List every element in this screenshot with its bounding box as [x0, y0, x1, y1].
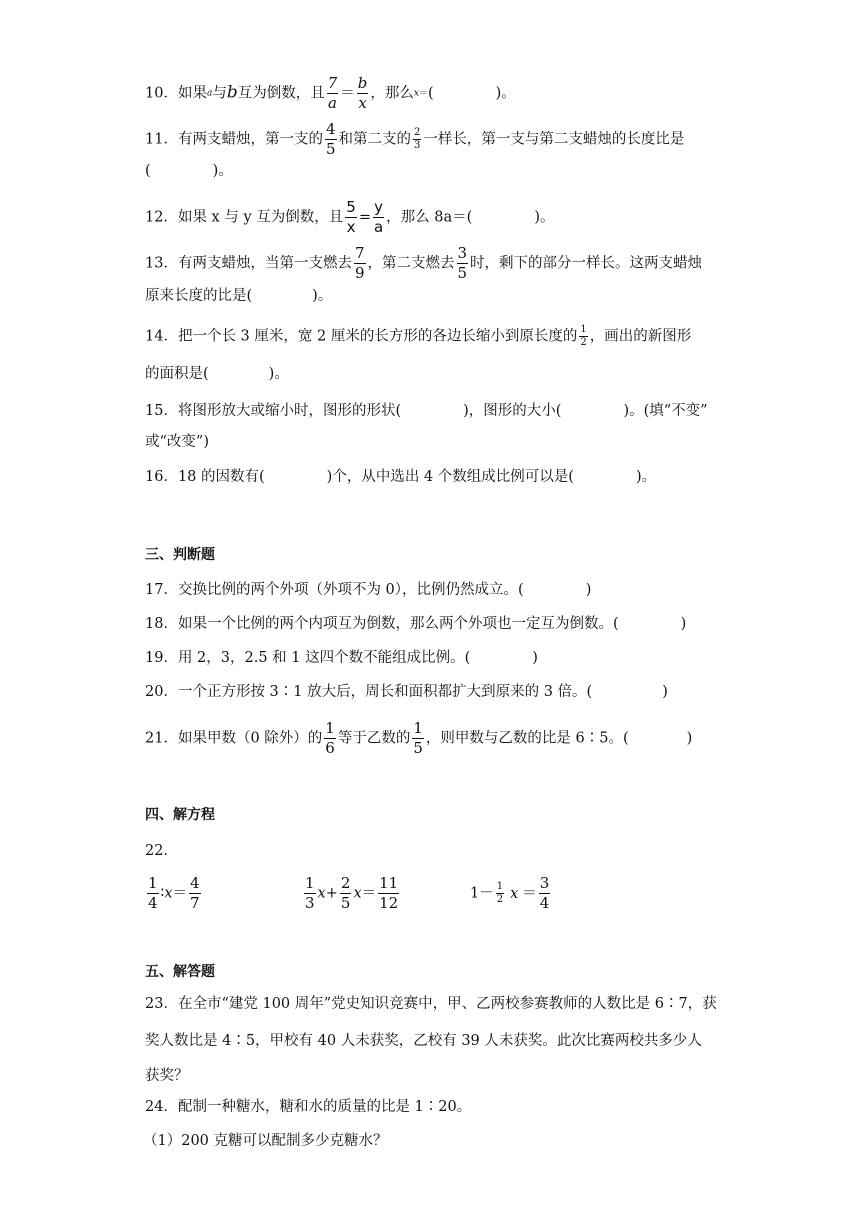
- fraction-1-6: $\frac{1}{6}$: [325, 719, 335, 757]
- question-23-line1: 23．在全市“建党 100 周年”党史知识竞赛中，甲、乙两校参赛教师的人数比是 6∶7，获: [145, 996, 717, 1012]
- fraction-b-over-x: $\frac{b}{x}$: [357, 74, 368, 112]
- section-heading-equations: 四、解方程: [145, 807, 215, 823]
- fraction-1-2: $\frac{1}{2}$: [580, 324, 587, 348]
- question-11: 11．有两支蜡烛，第一支的 $\frac{4}{5}$ 和第二支的 $\frac{2}{3}$ 一样长，第一支与第二支蜡烛的长度比是: [145, 120, 685, 158]
- question-19: 19．用 2，3，2.5 和 1 这四个数不能组成比例。( ): [145, 650, 538, 666]
- question-13-line2: 原来长度的比是( )。: [145, 288, 333, 304]
- fraction-7-over-a: $\frac{7}{a}$: [327, 74, 338, 112]
- section-heading-word-problems: 五、解答题: [145, 964, 215, 980]
- fraction-y-over-a: $\frac{y}{a}$: [373, 198, 384, 236]
- question-11-line2: ( )。: [145, 163, 233, 179]
- question-12: 12．如果 x 与 y 互为倒数，且 $\frac{5}{x}$ = $\frac{y}{a}$ ，那么 8a＝( )。: [145, 198, 555, 236]
- fraction-4-7: $\frac{4}{7}$: [190, 874, 200, 912]
- fraction-1-4: $\frac{1}{4}$: [148, 874, 158, 912]
- question-13: 13．有两支蜡烛，当第一支燃去 $\frac{7}{9}$ ，第二支燃去 $\frac{3}{5}$ 时，剩下的部分一样长。这两支蜡烛: [145, 244, 703, 282]
- question-17: 17．交换比例的两个外项（外项不为 0），比例仍然成立。( ): [145, 582, 592, 598]
- question-14-line2: 的面积是( )。: [145, 366, 289, 382]
- question-15: 15．将图形放大或缩小时，图形的形状( )，图形的大小( )。(填“不变”: [145, 403, 708, 419]
- fraction-1-3: $\frac{1}{3}$: [305, 874, 315, 912]
- fraction-3-4: $\frac{3}{4}$: [539, 874, 550, 912]
- fraction-2-3: $\frac{2}{3}$: [414, 127, 421, 151]
- question-21: 21．如果甲数（0 除外）的 $\frac{1}{6}$ 等于乙数的 $\frac{1}{5}$ ，则甲数与乙数的比是 6∶5。( ): [145, 719, 693, 757]
- fraction-1-2-eq3: $\frac{1}{2}$: [496, 881, 504, 905]
- fraction-11-12: $\frac{11}{12}$: [379, 874, 399, 912]
- question-10: 10．如果a与b互为倒数，且 $\frac{7}{a}$ ＝ $\frac{b}{x}$ ，那么x＝( )。: [145, 74, 516, 112]
- question-18: 18．如果一个比例的两个内项互为倒数，那么两个外项也一定互为倒数。( ): [145, 616, 687, 632]
- equation-3: 1－ $\frac{1}{2}$ x ＝ $\frac{3}{4}$: [470, 874, 550, 912]
- question-16: 16．18 的因数有( )个，从中选出 4 个数组成比例可以是( )。: [145, 469, 657, 485]
- fraction-7-9: $\frac{7}{9}$: [354, 244, 365, 282]
- question-23-line3: 获奖？: [145, 1068, 189, 1084]
- question-20: 20．一个正方形按 3∶1 放大后，周长和面积都扩大到原来的 3 倍。( ): [145, 684, 668, 700]
- fraction-1-5: $\frac{1}{5}$: [413, 719, 423, 757]
- question-24-line1: 24．配制一种糖水，糖和水的质量的比是 1∶20。: [145, 1099, 472, 1115]
- fraction-3-5: $\frac{3}{5}$: [457, 244, 468, 282]
- fraction-4-5: $\frac{4}{5}$: [325, 120, 336, 158]
- equation-2: $\frac{1}{3}$ x+ $\frac{2}{5}$ x＝ $\frac{11}{12}$: [305, 874, 399, 912]
- question-22: 22．: [145, 843, 178, 859]
- fraction-5-over-x: $\frac{5}{x}$: [346, 198, 356, 236]
- section-heading-judgement: 三、判断题: [145, 547, 215, 563]
- var-a: a: [206, 88, 213, 99]
- question-14: 14．把一个长 3 厘米，宽 2 厘米的长方形的各边长缩小到原长度的 $\frac{1}{2}$ ，画出的新图形: [145, 324, 692, 348]
- question-23-line2: 奖人数比是 4∶5，甲校有 40 人未获奖，乙校有 39 人未获奖。此次比赛两校共多少人: [145, 1033, 702, 1049]
- equation-1: $\frac{1}{4}$ ∶x＝ $\frac{4}{7}$: [148, 874, 200, 912]
- question-15-line2: 或“改变”): [145, 434, 209, 450]
- fraction-2-5: $\frac{2}{5}$: [340, 874, 351, 912]
- var-b: b: [226, 82, 238, 103]
- question-24-sub1: （1）200 克糖可以配制多少克糖水？: [143, 1133, 388, 1149]
